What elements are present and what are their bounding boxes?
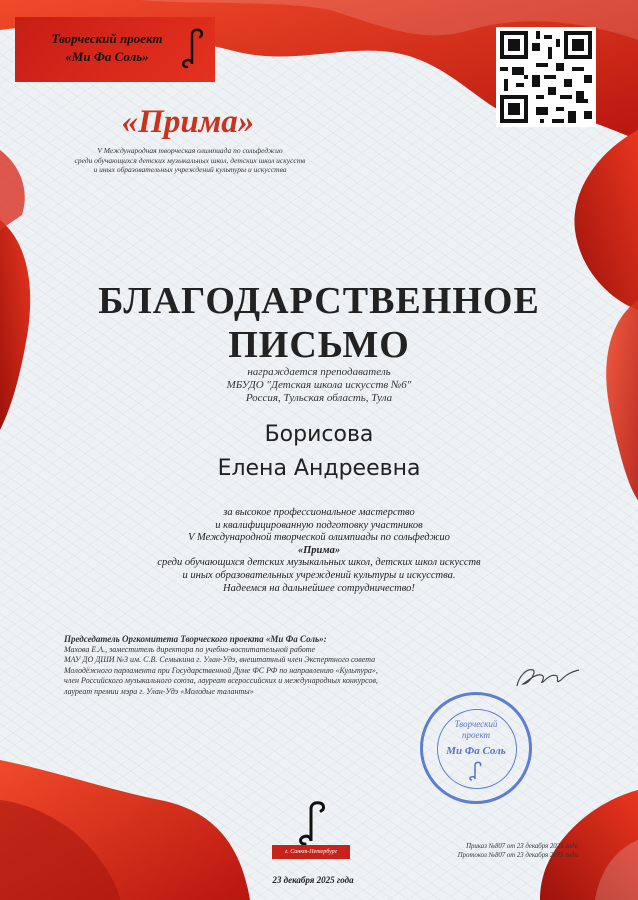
- olympiad-title: «Прима»: [121, 104, 255, 140]
- project-logo: [15, 17, 215, 82]
- signatory-line-3: МАУ ДО ДШИ №3 им. С.В. Семыкина г. Улан-Удэ, внештатный член Экспертного совета: [64, 655, 376, 664]
- protocol-number: Протокол №807 от 23 декабря 2025 года: [457, 852, 578, 859]
- body-line-6: и иных образовательных учреждений культуры и искусства.: [182, 569, 456, 581]
- stamp-line-1: Творческий: [454, 719, 498, 729]
- body-line-5: среди обучающихся детских музыкальных школ, детских школ искусств: [157, 557, 481, 569]
- awarded-line-3: Россия, Тульская область, Тула: [245, 392, 393, 404]
- signatory-line-1: Председатель Оргкомитета Творческого проекта «Ми Фа Соль»:: [64, 634, 327, 644]
- body-line-4: «Прима»: [297, 544, 341, 556]
- recipient-name: [0, 420, 638, 484]
- signatory-line-6: лауреат премии мэра г. Улан-Удэ «Молодые таланты»: [64, 686, 254, 696]
- body-line-3: V Международной творческой олимпиады по сольфеджио: [188, 532, 450, 544]
- certificate-body: [0, 507, 638, 595]
- stamp-line-3: Ми Фа Соль: [446, 745, 506, 757]
- awarded-line-2: МБУДО "Детская школа искусств №6": [226, 379, 412, 391]
- signatory-line-2: Махова Е.А., заместитель директора по учебно-воспитательной работе: [64, 644, 316, 654]
- body-line-2: и квалифицированную подготовку участников: [215, 519, 423, 531]
- order-number: Приказ №807 от 23 декабря 2025 года: [466, 843, 578, 850]
- signatory-line-5: член Российского музыкального союза, лауреат всероссийских и международных конкурсов,: [64, 676, 378, 685]
- stamp-music-note-icon: [469, 761, 483, 783]
- handwritten-signature: [513, 662, 583, 692]
- olympiad-subtitle-line-2: среди обучающихся детских музыкальных школ, детских школ искусств: [74, 155, 306, 165]
- issue-date: 23 декабря 2025 года: [272, 875, 354, 885]
- recipient-surname: Борисова: [264, 422, 374, 447]
- signatory-block: [64, 634, 444, 697]
- music-note-icon: [181, 27, 205, 73]
- certificate-title-line-2: ПИСЬМО: [228, 324, 410, 366]
- certificate-title-line-1: БЛАГОДАРСТВЕННОЕ: [98, 280, 540, 322]
- official-stamp: [420, 692, 532, 804]
- logo-line-2: «Ми Фа Соль»: [65, 49, 149, 64]
- olympiad-subtitle: [50, 146, 330, 175]
- qr-code-icon: [496, 27, 596, 127]
- awarded-line-1: награждается преподаватель: [247, 366, 391, 378]
- olympiad-subtitle-line-1: V Международная творческая олимпиада по сольфеджио: [97, 146, 283, 155]
- signatory-line-4: Молодёжного парламента при Государственной Думе ФС РФ по направлению «Культура»,: [64, 665, 378, 675]
- certificate-title: [0, 279, 638, 367]
- logo-line-1: Творческий проект: [51, 31, 163, 46]
- olympiad-subtitle-line-3: и иных образовательных учреждений культуры и искусства: [93, 165, 287, 174]
- footer-music-note-icon: [296, 800, 330, 850]
- awarded-block: [0, 366, 638, 405]
- stamp-line-2: проект: [461, 730, 491, 740]
- body-line-1: за высокое профессиональное мастерство: [223, 507, 415, 518]
- protocol-block: [448, 842, 578, 860]
- recipient-given-names: Елена Андреевна: [217, 456, 421, 481]
- body-line-7: Надеемся на дальнейшее сотрудничество!: [223, 582, 415, 594]
- city-ribbon: г. Санкт-Петербург: [272, 845, 350, 859]
